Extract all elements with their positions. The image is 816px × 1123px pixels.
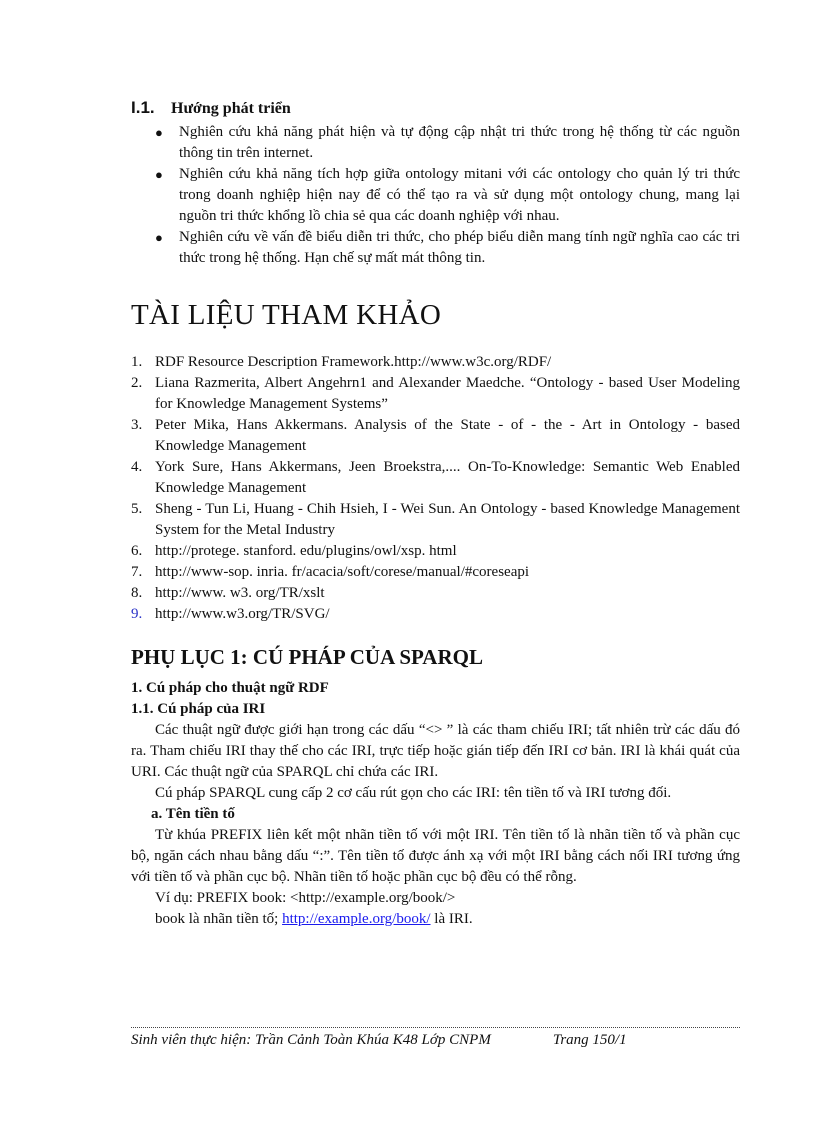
page-content — [131, 98, 740, 930]
bullet-icon: ● — [155, 167, 163, 182]
bullet-icon: ● — [155, 230, 163, 245]
references-title: TÀI LIỆU THAM KHẢO — [131, 299, 442, 331]
bullet-list — [131, 122, 740, 269]
reference-item: 4. York Sure, Hans Akkermans, Jeen Broekstra,.... On-To-Knowledge: Semantic Web Enabled Knowledge Management — [131, 459, 740, 496]
footer-page-number: Trang 150/1 — [552, 1032, 627, 1048]
list-item: ● Nghiên cứu về vấn đề biểu diễn tri thức, cho phép biểu diễn mang tính ngữ nghĩa cao các tri thức trong hệ thống. Hạn chế sự mất mát thông tin. — [155, 229, 740, 266]
section-title: Hướng phát triển — [171, 100, 291, 117]
reference-item: 5. Sheng - Tun Li, Huang - Chih Hsieh, I - Wei Sun. An Ontology - based Knowledge Management System for the Metal Industry — [131, 501, 740, 538]
paragraph: Cú pháp SPARQL cung cấp 2 cơ cấu rút gọn cho các IRI: tên tiền tố và IRI tương đối. — [155, 785, 672, 801]
paragraph: Các thuật ngữ được giới hạn trong các dấu “<> ” là các tham chiếu IRI; tất nhiên trừ các dấu đó ra. Tham chiếu IRI thay thế cho các IRI, trực tiếp hoặc gián tiếp đến IRI cơ bản. IRI là khái quát của URI. Các thuật ngữ của SPARQL chỉ chứa các IRI. — [131, 722, 740, 780]
reference-item: 6. http://protege. stanford. edu/plugins/owl/xsp. html — [131, 543, 457, 559]
appendix-heading-1-1: 1.1. Cú pháp của IRI — [131, 701, 266, 717]
reference-item: 9. http://www.w3.org/TR/SVG/ — [131, 606, 330, 622]
reference-list — [131, 352, 740, 625]
footer-author: Sinh viên thực hiện: Trần Cảnh Toàn Khúa K48 Lớp CNPM — [131, 1032, 491, 1048]
example-line: Ví dụ: PREFIX book: <http://example.org/book/> — [155, 890, 456, 906]
example-line-2: book là nhãn tiền tố; http://example.org/book/ là IRI. — [155, 911, 473, 927]
reference-item: 3. Peter Mika, Hans Akkermans. Analysis of the State - of - the - Art in Ontology - based Knowledge Management — [131, 417, 740, 454]
appendix-title: PHỤ LỤC 1: CÚ PHÁP CỦA SPARQL — [131, 645, 483, 669]
paragraph: Từ khúa PREFIX liên kết một nhãn tiền tố với một IRI. Tên tiền tố là nhãn tiền tố và phần cục bộ, ngăn cách nhau bằng dấu “:”. Tên tiền tố được ánh xạ với một IRI bằng cách nối IRI tương ứng với tiền tố và phần cục bộ. Nhãn tiền tố hoặc phần cục bộ đều có thể rỗng. — [131, 827, 740, 885]
section-number: I.1. — [131, 98, 155, 117]
reference-item: 2. Liana Razmerita, Albert Angehrn1 and Alexander Maedche. “Ontology - based User Modeling for Knowledge Management Systems” — [131, 375, 740, 412]
list-item: ● Nghiên cứu khả năng tích hợp giữa ontology mitani với các ontology cho quản lý tri thức trong doanh nghiệp hiện nay để có thể tạo ra và sử dụng một ontology chung, mang lại nguồn tri thức khổng lồ chia sẻ qua các doanh nghiệp với nhau. — [155, 166, 740, 224]
appendix-heading-a: a. Tên tiền tố — [151, 806, 235, 822]
appendix-heading-1: 1. Cú pháp cho thuật ngữ RDF — [131, 680, 329, 696]
page-footer — [131, 1027, 740, 1049]
reference-item: 1. RDF Resource Description Framework.http://www.w3c.org/RDF/ — [131, 354, 552, 370]
bullet-icon: ● — [155, 125, 163, 140]
example-link[interactable]: http://example.org/book/ — [282, 911, 431, 927]
section-heading — [131, 98, 740, 118]
list-item: ● Nghiên cứu khả năng phát hiện và tự động cập nhật tri thức trong hệ thống từ các nguồn thông tin trên internet. — [155, 124, 740, 161]
reference-item: 7. http://www-sop. inria. fr/acacia/soft/corese/manual/#coreseapi — [131, 564, 530, 580]
reference-item: 8. http://www. w3. org/TR/xslt — [131, 585, 325, 601]
